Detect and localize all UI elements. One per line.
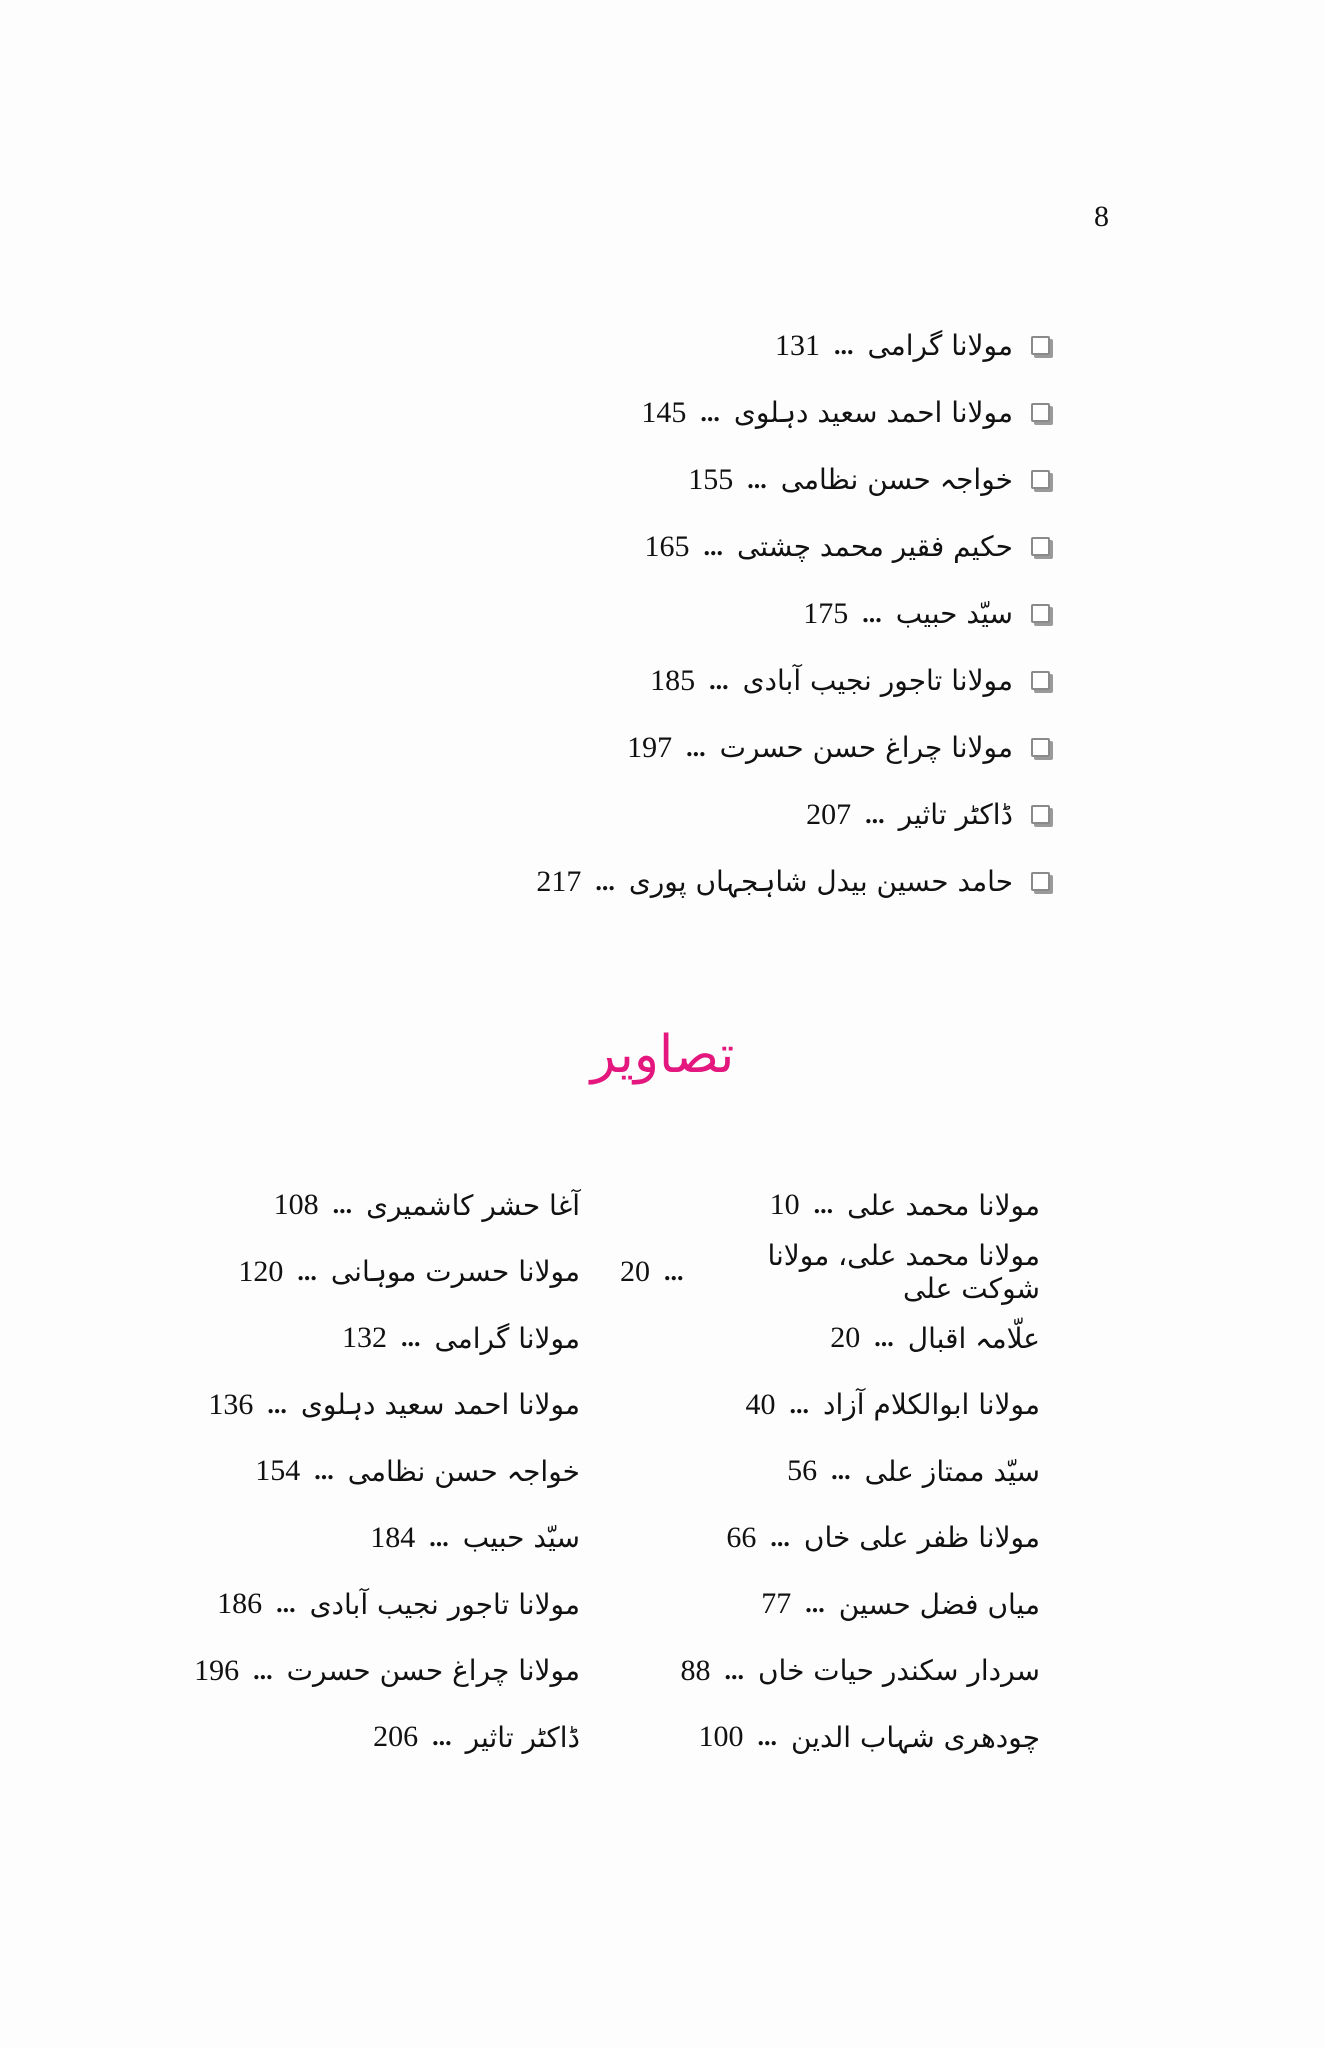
entry-page-number: 108: [273, 1188, 319, 1222]
entry-title: خواجہ حسن نظامی: [347, 1454, 580, 1488]
leader-dots: ...: [700, 397, 720, 427]
leader-dots: ...: [429, 1522, 449, 1552]
leader-dots: ...: [831, 1456, 851, 1486]
leader-dots: ...: [833, 330, 854, 360]
entry-title: مولانا چراغ حسن حسرت: [719, 731, 1013, 764]
entry-page-number: 196: [194, 1653, 240, 1687]
entry-title: مولانا احمد سعید دہلوی: [733, 396, 1013, 429]
entry-title: سیّد حبیب: [895, 597, 1013, 630]
entry-page-number: 40: [745, 1387, 776, 1421]
entry-page-number: 56: [787, 1454, 818, 1488]
illustration-entry[interactable]: [620, 1305, 1040, 1372]
toc-entry[interactable]: [350, 848, 1050, 915]
illustration-entry[interactable]: [160, 1638, 580, 1705]
entry-page-number: 155: [688, 462, 734, 496]
entry-page-number: 88: [680, 1653, 711, 1687]
entry-title: مولانا گرامی: [434, 1321, 580, 1355]
illustration-entry[interactable]: [160, 1239, 580, 1306]
illustration-entry[interactable]: [160, 1704, 580, 1771]
page-number: 8: [1094, 200, 1109, 233]
entry-title: مولانا گرامی: [867, 329, 1013, 362]
illustration-entry[interactable]: [160, 1305, 580, 1372]
entry-page-number: 66: [726, 1520, 757, 1554]
toc-entry[interactable]: [350, 647, 1050, 714]
illustration-entry[interactable]: [620, 1372, 1040, 1439]
contents-list: [350, 312, 1050, 915]
leader-dots: ...: [724, 1655, 744, 1685]
entry-page-number: 217: [536, 864, 582, 898]
entry-page-number: 77: [761, 1587, 792, 1621]
illustration-entry[interactable]: [620, 1638, 1040, 1705]
toc-entry[interactable]: [350, 312, 1050, 379]
leader-dots: ...: [865, 799, 885, 829]
entry-page-number: 184: [370, 1520, 416, 1554]
illustration-entry[interactable]: [160, 1438, 580, 1505]
leader-dots: ...: [400, 1323, 421, 1353]
entry-title: آغا حشر کاشمیری: [366, 1188, 580, 1222]
illustration-entry[interactable]: [620, 1505, 1040, 1572]
illustrations-right-column: [620, 1172, 1040, 1771]
leader-dots: ...: [709, 665, 729, 695]
illustration-entry[interactable]: [620, 1239, 1040, 1306]
entry-title: ڈاکٹر تاثیر: [465, 1720, 580, 1754]
toc-entry[interactable]: [350, 580, 1050, 647]
toc-entry[interactable]: [350, 781, 1050, 848]
illustrations-heading: تصاویر: [590, 1025, 735, 1085]
leader-dots: ...: [747, 464, 767, 494]
entry-page-number: 185: [650, 663, 696, 697]
entry-title: مولانا ابوالکلام آزاد: [823, 1388, 1040, 1422]
leader-dots: ...: [253, 1655, 273, 1685]
entry-title: مولانا تاجور نجیب آبادی: [742, 664, 1013, 697]
illustration-entry[interactable]: [160, 1505, 580, 1572]
entry-title: چودھری شہاب الدین: [790, 1720, 1040, 1754]
entry-title: خواجہ حسن نظامی: [780, 463, 1013, 496]
entry-page-number: 186: [217, 1587, 263, 1621]
entry-title: سردار سکندر حیات خاں: [757, 1654, 1040, 1688]
checkbox-bullet-icon: [1031, 872, 1050, 891]
leader-dots: ...: [770, 1522, 790, 1552]
leader-dots: ...: [805, 1589, 825, 1619]
entry-page-number: 136: [208, 1387, 254, 1421]
leader-dots: ...: [314, 1456, 334, 1486]
entry-page-number: 10: [769, 1188, 800, 1222]
entry-title: سیّد حبیب: [462, 1521, 580, 1555]
checkbox-bullet-icon: [1031, 738, 1050, 757]
illustration-entry[interactable]: [160, 1571, 580, 1638]
toc-entry[interactable]: [350, 714, 1050, 781]
leader-dots: ...: [703, 531, 723, 561]
checkbox-bullet-icon: [1031, 403, 1050, 422]
leader-dots: ...: [297, 1256, 317, 1286]
entry-title: حکیم فقیر محمد چشتی: [736, 530, 1013, 563]
illustration-entry[interactable]: [620, 1172, 1040, 1239]
leader-dots: ...: [276, 1589, 296, 1619]
leader-dots: ...: [874, 1323, 894, 1353]
entry-title: مولانا حسرت موہانی: [330, 1255, 580, 1289]
entry-title: مولانا چراغ حسن حسرت: [286, 1654, 580, 1688]
leader-dots: ...: [267, 1389, 287, 1419]
entry-title: مولانا تاجور نجیب آبادی: [309, 1587, 580, 1621]
entry-title: حامد حسین بیدل شاہجہاں پوری: [628, 865, 1013, 898]
illustration-entry[interactable]: [620, 1704, 1040, 1771]
toc-entry[interactable]: [350, 379, 1050, 446]
checkbox-bullet-icon: [1031, 336, 1050, 355]
checkbox-bullet-icon: [1031, 671, 1050, 690]
illustration-entry[interactable]: [160, 1172, 580, 1239]
entry-page-number: 132: [341, 1321, 387, 1355]
toc-entry[interactable]: [350, 446, 1050, 513]
illustration-entry[interactable]: [620, 1571, 1040, 1638]
entry-page-number: 100: [698, 1720, 744, 1754]
entry-page-number: 197: [627, 730, 673, 764]
entry-title: مولانا احمد سعید دہلوی: [300, 1388, 580, 1422]
entry-page-number: 131: [774, 328, 820, 362]
leader-dots: ...: [595, 866, 615, 896]
entry-title: میاں فضل حسین: [838, 1587, 1040, 1621]
toc-entry[interactable]: [350, 513, 1050, 580]
entry-page-number: 207: [806, 797, 852, 831]
entry-page-number: 120: [238, 1254, 284, 1288]
leader-dots: ...: [332, 1190, 353, 1220]
entry-page-number: 206: [373, 1720, 419, 1754]
checkbox-bullet-icon: [1031, 537, 1050, 556]
entry-title: علّامہ اقبال: [907, 1321, 1040, 1355]
entry-title: مولانا ظفر علی خاں: [803, 1521, 1040, 1555]
entry-page-number: 20: [620, 1254, 650, 1288]
leader-dots: ...: [862, 598, 882, 628]
checkbox-bullet-icon: [1031, 470, 1050, 489]
illustration-entry[interactable]: [160, 1372, 580, 1439]
entry-title: ڈاکٹر تاثیر: [898, 798, 1013, 831]
entry-page-number: 175: [803, 596, 849, 630]
leader-dots: ...: [813, 1190, 834, 1220]
entry-page-number: 20: [830, 1321, 861, 1355]
leader-dots: ...: [789, 1389, 810, 1419]
leader-dots: ...: [686, 732, 706, 762]
illustrations-left-column: [160, 1172, 580, 1771]
leader-dots: ...: [757, 1722, 777, 1752]
entry-title: سیّد ممتاز علی: [864, 1454, 1040, 1488]
illustration-entry[interactable]: [620, 1438, 1040, 1505]
leader-dots: ...: [664, 1256, 684, 1286]
checkbox-bullet-icon: [1031, 604, 1050, 623]
leader-dots: ...: [432, 1722, 452, 1752]
entry-page-number: 145: [641, 395, 687, 429]
entry-title: مولانا محمد علی: [847, 1188, 1040, 1222]
entry-title: مولانا محمد علی، مولانا شوکت علی: [767, 1238, 1040, 1305]
checkbox-bullet-icon: [1031, 805, 1050, 824]
entry-page-number: 165: [644, 529, 690, 563]
entry-page-number: 154: [255, 1454, 301, 1488]
